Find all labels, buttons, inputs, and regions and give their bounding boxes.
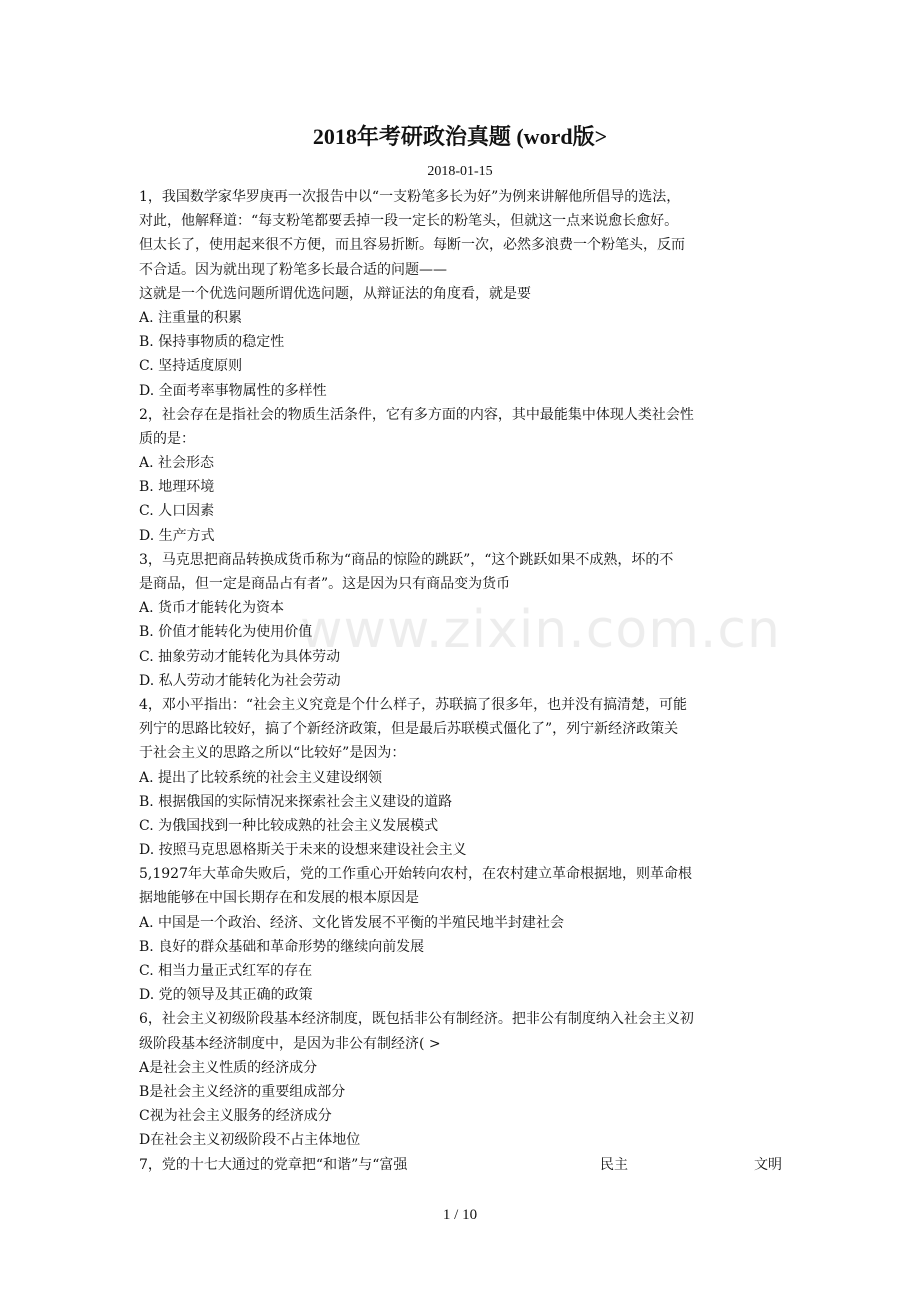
watermark: www.zixin.com.cn	[300, 600, 781, 660]
text-line: 这就是一个优选问题所谓优选问题，从辩证法的角度看，就是要	[139, 285, 531, 302]
text-line: C. 人口因素	[139, 503, 215, 520]
text-line: 但太长了，使用起来很不方便，而且容易折断。每断一次，必然多浪费一个粉笔头，反而	[139, 237, 685, 254]
text-line: 6，社会主义初级阶段基本经济制度，既包括非公有制经济。把非公有制度纳入社会主义初	[139, 1011, 694, 1028]
text-line: 于社会主义的思路之所以“比较好”是因为：	[139, 745, 406, 762]
text-line: 级阶段基本经济制度中，是因为非公有制经济( >	[139, 1035, 441, 1052]
document-title: 2018年考研政治真题 (word版>	[312, 124, 608, 149]
q7-mid-text: 民主	[600, 1156, 628, 1173]
text-line: B. 保持事物质的稳定性	[139, 334, 285, 351]
text-line: C. 相当力量正式红军的存在	[139, 963, 313, 979]
text-line: 据地能够在中国长期存在和发展的根本原因是	[139, 890, 419, 907]
text-line: 2，社会存在是指社会的物质生活条件，它有多方面的内容，其中最能集中体现人类社会性	[139, 406, 694, 423]
page-indicator: 1 / 10	[442, 1207, 478, 1223]
text-line: A. 提出了比较系统的社会主义建设纲领	[139, 769, 383, 786]
text-line: 质的是：	[139, 430, 195, 447]
document-body	[139, 185, 782, 1177]
text-line: C. 为俄国找到一种比较成熟的社会主义发展模式	[139, 817, 439, 834]
text-line: 对此，他解释道：“每支粉笔都要丢掉一段一定长的粉笔头，但就这一点来说愈长愈好。	[139, 213, 679, 230]
text-line: B. 价值才能转化为使用价值	[139, 624, 313, 641]
text-line: D在社会主义初级阶段不占主体地位	[139, 1132, 361, 1149]
text-line: D. 按照马克思恩格斯关于未来的设想来建设社会主义	[139, 842, 467, 859]
text-line: A. 注重量的积累	[139, 309, 243, 326]
text-line: 1，我国数学家华罗庚再一次报告中以“一支粉笔多长为好”为例来讲解他所倡导的选法，	[139, 189, 681, 205]
text-line: 是商品，但一定是商品占有者”。这是因为只有商品变为货币	[139, 576, 511, 592]
document-date: 2018-01-15	[427, 164, 493, 179]
text-line: D. 全面考率事物属性的多样性	[139, 382, 327, 399]
text-line: D. 私人劳动才能转化为社会劳动	[139, 672, 341, 689]
text-line: C. 抽象劳动才能转化为具体劳动	[139, 648, 341, 665]
text-line: C视为社会主义服务的经济成分	[139, 1108, 332, 1125]
text-line: 不合适。因为就出现了粉笔多长最合适的问题——	[139, 261, 447, 278]
text-line: 4，邓小平指出：“社会主义究竟是个什么样子，苏联搞了很多年，也并没有搞清楚，可能	[139, 696, 688, 713]
text-line: 列宁的思路比较好，搞了个新经济政策，但是最后苏联模式僵化了”，列宁新经济政策关	[139, 721, 679, 738]
text-line: A. 社会形态	[139, 455, 215, 472]
question-7-line	[139, 1153, 782, 1177]
text-line: 3，马克思把商品转换成货币称为“商品的惊险的跳跃”，“这个跳跃如果不成熟，坏的不	[139, 551, 674, 568]
text-line: B是社会主义经济的重要组成部分	[139, 1083, 346, 1100]
text-line: C. 坚持适度原则	[139, 358, 243, 375]
q7-end-text: 文明	[754, 1156, 782, 1173]
text-line: D. 党的领导及其正确的政策	[139, 987, 313, 1004]
q7-lead-text: 7，党的十七大通过的党章把“和谐”与“富强	[139, 1156, 408, 1173]
text-line: D. 生产方式	[139, 527, 215, 544]
text-line: A是社会主义性质的经济成分	[139, 1059, 318, 1076]
text-line: B. 良好的群众基础和革命形势的继续向前发展	[139, 938, 425, 955]
text-line: 5,1927年大革命失败后，党的工作重心开始转向农村，在农村建立革命根据地，则革命根	[139, 866, 692, 883]
text-line: A. 中国是一个政治、经济、文化皆发展不平衡的半殖民地半封建社会	[139, 914, 565, 931]
text-line: B. 根据俄国的实际情况来探索社会主义建设的道路	[139, 793, 453, 810]
text-line: B. 地理环境	[139, 479, 215, 496]
text-line: A. 货币才能转化为资本	[139, 600, 285, 617]
